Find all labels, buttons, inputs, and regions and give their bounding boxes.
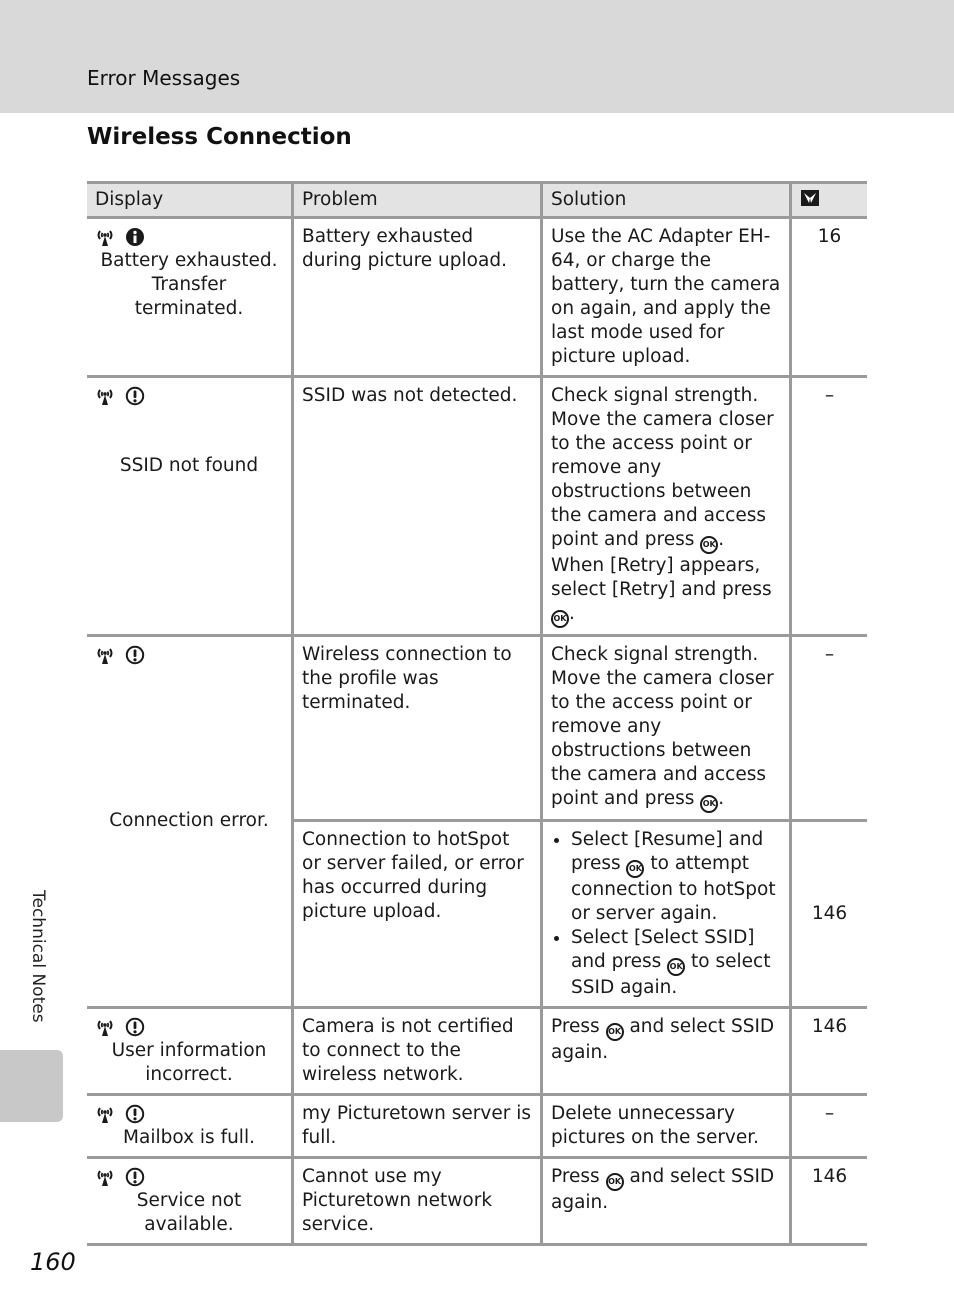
- table-header-row: [87, 183, 867, 218]
- display-icons: [95, 1015, 283, 1039]
- reference-cell: –: [791, 377, 868, 636]
- section-title: Wireless Connection: [87, 124, 352, 150]
- solution-text: Press: [551, 1016, 606, 1037]
- solution-cell: [542, 377, 791, 636]
- problem-cell: Camera is not certified to connect to the wireless network.: [293, 1008, 542, 1095]
- display-icons: [95, 1165, 283, 1189]
- solution-text: Check signal strength. Move the camera closer to the access point or remove any obstructions between the camera and access point and press: [551, 385, 774, 550]
- ok-button-icon: OK: [606, 1023, 624, 1041]
- solution-text: Press: [551, 1166, 606, 1187]
- wireless-icon: [95, 1104, 115, 1124]
- display-cell: [87, 377, 293, 636]
- column-header-solution: Solution: [542, 183, 791, 218]
- ok-button-icon: OK: [667, 958, 685, 976]
- solution-text: .: [718, 788, 725, 809]
- warning-icon: [125, 1104, 145, 1124]
- problem-cell: Wireless connection to the profile was terminated.: [293, 636, 542, 821]
- display-icons: [95, 1102, 283, 1126]
- solution-text: Select [Resume] and press: [571, 829, 764, 874]
- problem-cell: Battery exhausted during picture upload.: [293, 218, 542, 377]
- display-message: User information incorrect.: [111, 1040, 267, 1085]
- problem-cell: my Picturetown server is full.: [293, 1095, 542, 1158]
- warning-icon: [125, 1017, 145, 1037]
- ok-button-icon: OK: [606, 1173, 624, 1191]
- table-row: [87, 1008, 867, 1095]
- solution-list: [551, 828, 781, 1000]
- display-message: Service not available.: [136, 1190, 242, 1235]
- reference-cell: 146: [791, 1158, 868, 1245]
- wireless-icon: [95, 1167, 115, 1187]
- warning-icon: [125, 645, 145, 665]
- error-table: [87, 181, 867, 1246]
- display-icons: [95, 643, 283, 667]
- ok-button-icon: OK: [700, 536, 718, 554]
- table-row: [87, 218, 867, 377]
- reference-cell: 146: [791, 1008, 868, 1095]
- reference-cell: –: [791, 636, 868, 821]
- list-item: [571, 926, 781, 1000]
- display-cell: [87, 636, 293, 1008]
- solution-text: to attempt connection to hotSpot or server again.: [571, 853, 776, 924]
- solution-cell: [542, 636, 791, 821]
- table-row: [87, 1158, 867, 1245]
- solution-text: and select SSID again.: [551, 1166, 775, 1213]
- solution-text: and select SSID again.: [551, 1016, 775, 1063]
- column-header-problem: Problem: [293, 183, 542, 218]
- solution-text: Select [Select SSID] and press: [571, 927, 755, 972]
- wireless-icon: [95, 227, 115, 247]
- display-message: Mailbox is full.: [123, 1127, 255, 1148]
- page-reference-icon: [800, 188, 820, 208]
- warning-icon: [125, 386, 145, 406]
- wireless-icon: [95, 1017, 115, 1037]
- display-cell: [87, 218, 293, 377]
- solution-text: Check signal strength. Move the camera closer to the access point or remove any obstructions between the camera and access point and press: [551, 644, 774, 809]
- ok-button-icon: OK: [700, 795, 718, 813]
- display-cell: [87, 1158, 293, 1245]
- reference-cell: –: [791, 1095, 868, 1158]
- header-band: [0, 0, 954, 113]
- display-icons: [95, 225, 283, 249]
- side-tab: [0, 1050, 63, 1122]
- display-cell: [87, 1095, 293, 1158]
- solution-text: .: [569, 603, 575, 624]
- display-cell: [87, 1008, 293, 1095]
- reference-cell: 146: [791, 821, 868, 1008]
- info-icon: [125, 227, 145, 247]
- header-title: Error Messages: [87, 66, 241, 90]
- display-message: SSID not found: [119, 455, 259, 476]
- solution-cell: [542, 1158, 791, 1245]
- solution-cell: Use the AC Adapter EH-64, or charge the battery, turn the camera on again, and apply the last mode used for picture upload.: [542, 218, 791, 377]
- solution-text: to select SSID again.: [571, 951, 771, 998]
- display-message: Connection error.: [109, 810, 269, 831]
- column-header-display: Display: [87, 183, 293, 218]
- warning-icon: [125, 1167, 145, 1187]
- solution-cell: [542, 1008, 791, 1095]
- table-row: [87, 636, 867, 821]
- problem-cell: Connection to hotSpot or server failed, or error has occurred during picture upload.: [293, 821, 542, 1008]
- problem-cell: SSID was not detected.: [293, 377, 542, 636]
- wireless-icon: [95, 645, 115, 665]
- column-header-ref: [791, 183, 868, 218]
- display-icons: [95, 384, 283, 408]
- solution-cell: [542, 821, 791, 1008]
- wireless-icon: [95, 386, 115, 406]
- page-number: 160: [30, 1248, 76, 1276]
- problem-cell: Cannot use my Picturetown network service.: [293, 1158, 542, 1245]
- reference-cell: 16: [791, 218, 868, 377]
- table-row: [87, 377, 867, 636]
- side-tab-label: Technical Notes: [28, 890, 48, 1023]
- list-item: [571, 828, 781, 926]
- ok-button-icon: OK: [551, 610, 569, 628]
- display-message: Battery exhausted. Transfer terminated.: [100, 250, 278, 319]
- ok-button-icon: OK: [626, 860, 644, 878]
- solution-text: . When [Retry] appears, select [Retry] and press: [551, 529, 772, 600]
- solution-cell: Delete unnecessary pictures on the server.: [542, 1095, 791, 1158]
- table-row: [87, 1095, 867, 1158]
